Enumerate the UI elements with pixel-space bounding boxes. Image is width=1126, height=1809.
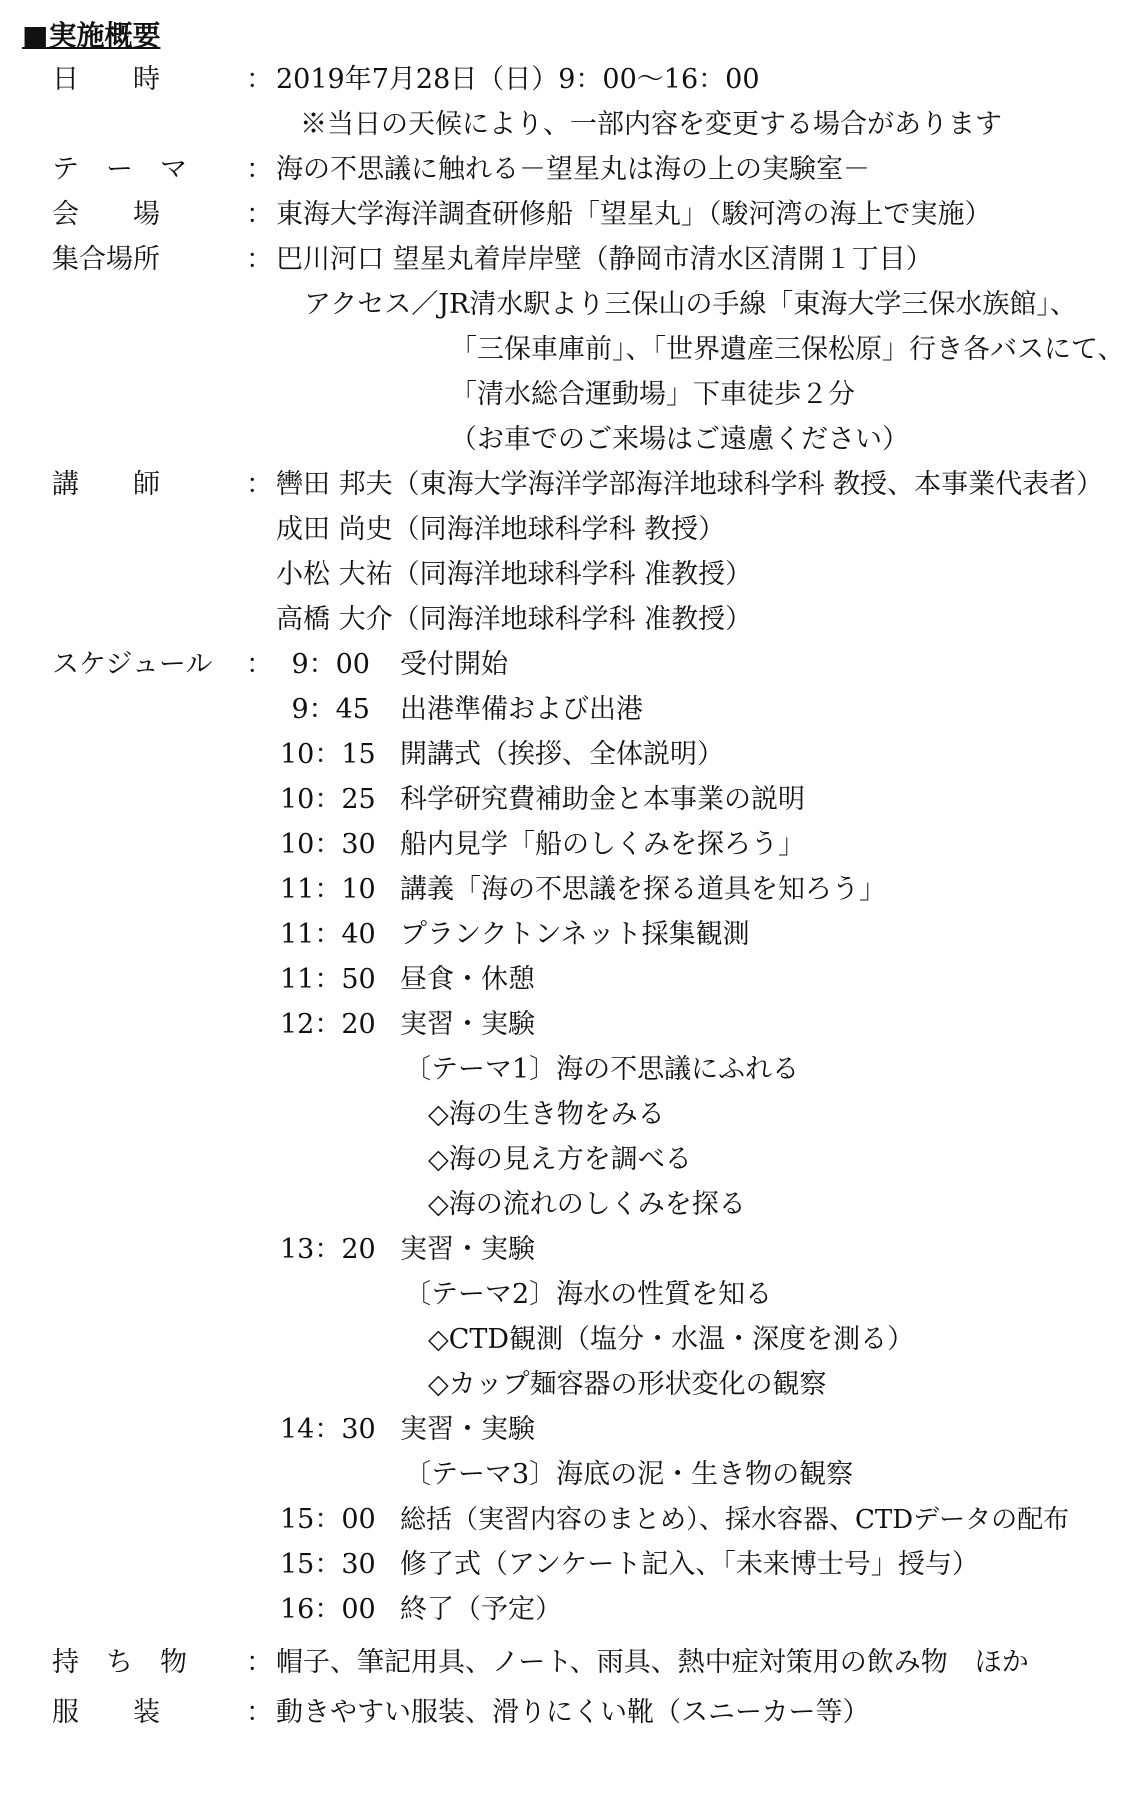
schedule-time: 12：20 bbox=[280, 1009, 376, 1040]
venue-value: 東海大学海洋調査研修船「望星丸」（駿河湾の海上で実施） bbox=[276, 199, 992, 230]
access-line-2: 「三保車庫前」、「世界遺産三保松原」行き各バスにて、 bbox=[450, 334, 1125, 365]
schedule-time: 9：00 bbox=[291, 649, 370, 680]
colon: ： bbox=[246, 199, 273, 230]
theme-value: 海の不思議に触れる－望星丸は海の上の実験室－ bbox=[276, 154, 870, 185]
lecturer-item: 轡田 邦夫（東海大学海洋学部海洋地球科学科 教授、本事業代表者） bbox=[276, 469, 1104, 500]
schedule-time: 15：00 bbox=[280, 1504, 376, 1535]
schedule-text: 昼食・休憩 bbox=[400, 964, 535, 995]
belongings-value: 帽子、筆記用具、ノート、雨具、熱中症対策用の飲み物 ほか bbox=[276, 1647, 1029, 1678]
schedule-text: 実習・実験 bbox=[400, 1009, 535, 1040]
schedule-time: 11：50 bbox=[280, 964, 376, 995]
belongings-label: 持 ち 物 bbox=[52, 1647, 187, 1678]
colon: ： bbox=[246, 469, 273, 500]
colon: ： bbox=[246, 1697, 273, 1728]
schedule-text: 科学研究費補助金と本事業の説明 bbox=[400, 784, 805, 815]
schedule-subitem: ◇カップ麺容器の形状変化の観察 bbox=[428, 1369, 827, 1400]
schedule-time: 14：30 bbox=[280, 1414, 376, 1445]
clothing-label: 服 装 bbox=[52, 1697, 160, 1728]
colon: ： bbox=[246, 244, 273, 275]
meeting-label: 集合場所 bbox=[52, 244, 160, 275]
theme-label: テ ー マ bbox=[52, 154, 187, 185]
schedule-time: 13：20 bbox=[280, 1234, 376, 1265]
schedule-subtheme: 〔テーマ3〕海底の泥・生き物の観察 bbox=[404, 1459, 854, 1490]
schedule-text: 総括（実習内容のまとめ）、採水容器、CTDデータの配布 bbox=[400, 1505, 1070, 1535]
schedule-time: 16：00 bbox=[280, 1594, 376, 1625]
access-line-4: （お車でのご来場はご遠慮ください） bbox=[450, 424, 909, 455]
schedule-text: 実習・実験 bbox=[400, 1234, 535, 1265]
colon: ： bbox=[246, 1647, 273, 1678]
schedule-time: 11：10 bbox=[280, 874, 376, 905]
meeting-value: 巴川河口 望星丸着岸岸壁（静岡市清水区清開１丁目） bbox=[276, 244, 933, 275]
schedule-subitem: ◇CTD観測（塩分・水温・深度を測る） bbox=[428, 1324, 915, 1355]
lecturer-item: 高橋 大介（同海洋地球科学科 准教授） bbox=[276, 604, 753, 635]
schedule-time: 10：25 bbox=[280, 784, 376, 815]
schedule-subitem: ◇海の生き物をみる bbox=[428, 1099, 665, 1130]
schedule-time: 15：30 bbox=[280, 1549, 376, 1580]
schedule-subitem: ◇海の見え方を調べる bbox=[428, 1144, 692, 1175]
schedule-subitem: ◇海の流れのしくみを探る bbox=[428, 1189, 746, 1220]
colon: ： bbox=[246, 154, 273, 185]
lecturer-item: 成田 尚史（同海洋地球科学科 教授） bbox=[276, 514, 726, 545]
schedule-time: 9：45 bbox=[291, 694, 370, 725]
schedule-time: 10：30 bbox=[280, 829, 376, 860]
access-line-1: アクセス／JR清水駅より三保山の手線「東海大学三保水族館」、 bbox=[304, 289, 1077, 320]
date-note: ※当日の天候により、一部内容を変更する場合があります bbox=[300, 109, 1002, 140]
section-title: ■実施概要 bbox=[22, 19, 161, 52]
venue-label: 会 場 bbox=[52, 199, 160, 230]
schedule-text: 受付開始 bbox=[400, 649, 508, 680]
schedule-time: 10：15 bbox=[280, 739, 376, 770]
colon: ： bbox=[246, 64, 273, 95]
schedule-text: プランクトンネット採集観測 bbox=[400, 919, 750, 950]
lecturer-item: 小松 大祐（同海洋地球科学科 准教授） bbox=[276, 559, 753, 590]
schedule-subtheme: 〔テーマ2〕海水の性質を知る bbox=[404, 1279, 773, 1310]
colon: ： bbox=[246, 649, 273, 680]
schedule-time: 11：40 bbox=[280, 919, 376, 950]
lecturers-label: 講 師 bbox=[52, 469, 160, 500]
schedule-subtheme: 〔テーマ1〕海の不思議にふれる bbox=[404, 1054, 800, 1085]
schedule-text: 修了式（アンケート記入、「未来博士号」授与） bbox=[400, 1549, 979, 1580]
schedule-text: 講義「海の不思議を探る道具を知ろう」 bbox=[400, 874, 886, 905]
date-value: 2019年7月28日（日）9：00〜16：00 bbox=[276, 64, 760, 95]
schedule-text: 開講式（挨拶、全体説明） bbox=[400, 739, 724, 770]
schedule-text: 船内見学「船のしくみを探ろう」 bbox=[400, 829, 805, 860]
schedule-text: 実習・実験 bbox=[400, 1414, 535, 1445]
schedule-text: 終了（予定） bbox=[400, 1594, 562, 1625]
schedule-text: 出港準備および出港 bbox=[400, 694, 643, 725]
access-line-3: 「清水総合運動場」下車徒歩２分 bbox=[450, 379, 855, 410]
date-label: 日 時 bbox=[52, 64, 160, 95]
clothing-value: 動きやすい服装、滑りにくい靴（スニーカー等） bbox=[276, 1697, 870, 1728]
schedule-label: スケジュール bbox=[52, 649, 213, 680]
